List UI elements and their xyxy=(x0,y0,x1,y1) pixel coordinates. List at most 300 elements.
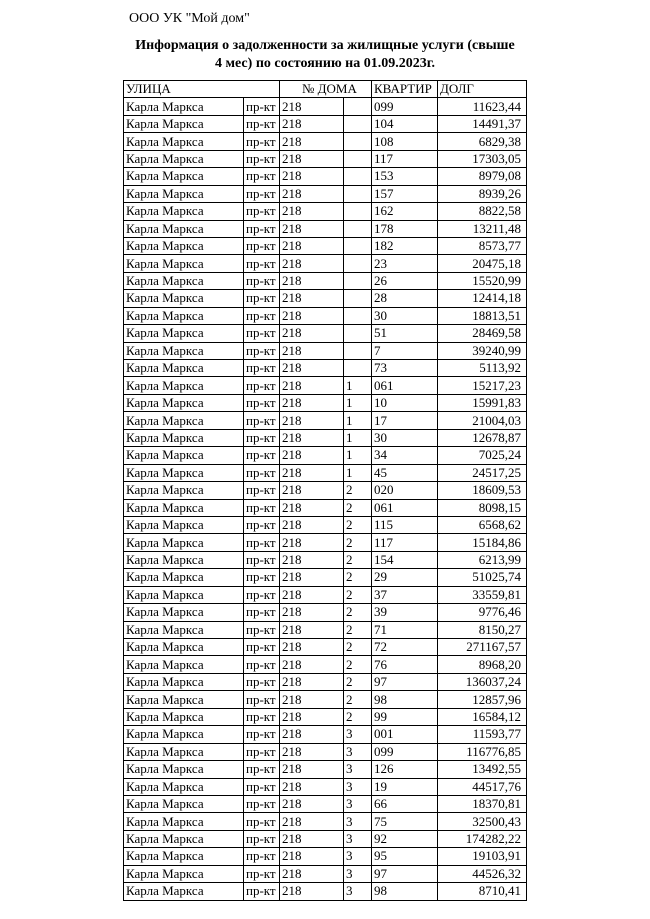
table-row xyxy=(124,115,527,132)
cell-flat: 99 xyxy=(372,708,438,725)
cell-house: 218 xyxy=(280,342,344,359)
table-row xyxy=(124,673,527,690)
cell-building: 2 xyxy=(344,516,372,533)
cell-flat: 182 xyxy=(372,237,438,254)
cell-building: 2 xyxy=(344,551,372,568)
cell-flat: 95 xyxy=(372,848,438,865)
cell-house: 218 xyxy=(280,464,344,481)
cell-street-type: пр-кт xyxy=(244,865,280,882)
cell-street-type: пр-кт xyxy=(244,534,280,551)
cell-debt: 7025,24 xyxy=(438,447,527,464)
cell-flat: 099 xyxy=(372,98,438,115)
cell-flat: 51 xyxy=(372,325,438,342)
cell-debt: 8150,27 xyxy=(438,621,527,638)
cell-street: Карла Маркса xyxy=(124,656,244,673)
table-row xyxy=(124,499,527,516)
cell-house: 218 xyxy=(280,185,344,202)
cell-flat: 73 xyxy=(372,360,438,377)
cell-street: Карла Маркса xyxy=(124,551,244,568)
cell-building: 2 xyxy=(344,708,372,725)
cell-flat: 19 xyxy=(372,778,438,795)
cell-flat: 154 xyxy=(372,551,438,568)
cell-street: Карла Маркса xyxy=(124,185,244,202)
cell-street: Карла Маркса xyxy=(124,272,244,289)
table-row xyxy=(124,133,527,150)
cell-flat: 099 xyxy=(372,743,438,760)
table-row xyxy=(124,237,527,254)
cell-building: 2 xyxy=(344,534,372,551)
cell-street: Карла Маркса xyxy=(124,795,244,812)
cell-house: 218 xyxy=(280,534,344,551)
cell-flat: 97 xyxy=(372,865,438,882)
cell-street-type: пр-кт xyxy=(244,360,280,377)
table-row xyxy=(124,447,527,464)
cell-street-type: пр-кт xyxy=(244,237,280,254)
cell-building: 3 xyxy=(344,726,372,743)
cell-building: 2 xyxy=(344,656,372,673)
cell-street-type: пр-кт xyxy=(244,708,280,725)
table-row xyxy=(124,394,527,411)
cell-house: 218 xyxy=(280,569,344,586)
cell-house: 218 xyxy=(280,656,344,673)
cell-flat: 153 xyxy=(372,168,438,185)
cell-flat: 45 xyxy=(372,464,438,481)
cell-debt: 19103,91 xyxy=(438,848,527,865)
cell-building: 2 xyxy=(344,673,372,690)
cell-flat: 162 xyxy=(372,203,438,220)
cell-street: Карла Маркса xyxy=(124,499,244,516)
cell-flat: 020 xyxy=(372,482,438,499)
cell-flat: 75 xyxy=(372,813,438,830)
cell-street-type: пр-кт xyxy=(244,185,280,202)
cell-street: Карла Маркса xyxy=(124,761,244,778)
cell-flat: 157 xyxy=(372,185,438,202)
cell-street: Карла Маркса xyxy=(124,708,244,725)
cell-street-type: пр-кт xyxy=(244,115,280,132)
cell-street-type: пр-кт xyxy=(244,569,280,586)
cell-house: 218 xyxy=(280,639,344,656)
cell-building: 1 xyxy=(344,447,372,464)
cell-flat: 17 xyxy=(372,412,438,429)
table-row xyxy=(124,761,527,778)
cell-street: Карла Маркса xyxy=(124,482,244,499)
cell-street: Карла Маркса xyxy=(124,604,244,621)
cell-debt: 8573,77 xyxy=(438,237,527,254)
cell-house: 218 xyxy=(280,307,344,324)
cell-debt: 44526,32 xyxy=(438,865,527,882)
cell-street: Карла Маркса xyxy=(124,778,244,795)
cell-street-type: пр-кт xyxy=(244,499,280,516)
cell-street: Карла Маркса xyxy=(124,691,244,708)
cell-house: 218 xyxy=(280,726,344,743)
cell-debt: 13211,48 xyxy=(438,220,527,237)
cell-house: 218 xyxy=(280,377,344,394)
cell-street-type: пр-кт xyxy=(244,429,280,446)
cell-house: 218 xyxy=(280,830,344,847)
header-house-label: № ДОМА xyxy=(302,81,357,97)
cell-flat: 72 xyxy=(372,639,438,656)
table-row xyxy=(124,150,527,167)
cell-street-type: пр-кт xyxy=(244,551,280,568)
cell-house: 218 xyxy=(280,168,344,185)
cell-building: 3 xyxy=(344,848,372,865)
table-row xyxy=(124,360,527,377)
table-row xyxy=(124,412,527,429)
table-row xyxy=(124,795,527,812)
cell-building xyxy=(344,307,372,324)
cell-building: 3 xyxy=(344,883,372,900)
table-row xyxy=(124,516,527,533)
cell-building xyxy=(344,290,372,307)
cell-debt: 39240,99 xyxy=(438,342,527,359)
cell-house: 218 xyxy=(280,813,344,830)
cell-flat: 7 xyxy=(372,342,438,359)
cell-building: 1 xyxy=(344,464,372,481)
cell-street: Карла Маркса xyxy=(124,203,244,220)
cell-house: 218 xyxy=(280,360,344,377)
cell-street-type: пр-кт xyxy=(244,604,280,621)
cell-debt: 6568,62 xyxy=(438,516,527,533)
cell-debt: 8939,26 xyxy=(438,185,527,202)
cell-house: 218 xyxy=(280,133,344,150)
cell-building xyxy=(344,255,372,272)
cell-debt: 16584,12 xyxy=(438,708,527,725)
cell-flat: 39 xyxy=(372,604,438,621)
table-row xyxy=(124,604,527,621)
cell-street: Карла Маркса xyxy=(124,883,244,900)
cell-debt: 5113,92 xyxy=(438,360,527,377)
cell-debt: 24517,25 xyxy=(438,464,527,481)
cell-house: 218 xyxy=(280,586,344,603)
cell-house: 218 xyxy=(280,272,344,289)
cell-street: Карла Маркса xyxy=(124,743,244,760)
cell-flat: 178 xyxy=(372,220,438,237)
table-row xyxy=(124,168,527,185)
table-row xyxy=(124,290,527,307)
cell-street-type: пр-кт xyxy=(244,673,280,690)
cell-building: 1 xyxy=(344,412,372,429)
cell-flat: 37 xyxy=(372,586,438,603)
cell-street-type: пр-кт xyxy=(244,325,280,342)
cell-street: Карла Маркса xyxy=(124,150,244,167)
cell-building xyxy=(344,342,372,359)
cell-building xyxy=(344,115,372,132)
cell-street: Карла Маркса xyxy=(124,360,244,377)
table-row xyxy=(124,848,527,865)
cell-street-type: пр-кт xyxy=(244,813,280,830)
cell-building: 2 xyxy=(344,691,372,708)
cell-house: 218 xyxy=(280,150,344,167)
cell-house: 218 xyxy=(280,865,344,882)
cell-house: 218 xyxy=(280,708,344,725)
cell-flat: 30 xyxy=(372,429,438,446)
cell-debt: 6213,99 xyxy=(438,551,527,568)
cell-house: 218 xyxy=(280,237,344,254)
cell-street-type: пр-кт xyxy=(244,795,280,812)
title-line-1: Информация о задолженности за жилищные услуги (свыше xyxy=(135,38,515,53)
cell-debt: 12857,96 xyxy=(438,691,527,708)
cell-street-type: пр-кт xyxy=(244,726,280,743)
cell-building: 3 xyxy=(344,865,372,882)
cell-house: 218 xyxy=(280,98,344,115)
cell-debt: 15991,83 xyxy=(438,394,527,411)
cell-debt: 8098,15 xyxy=(438,499,527,516)
table-row xyxy=(124,569,527,586)
cell-building: 3 xyxy=(344,743,372,760)
cell-debt: 8710,41 xyxy=(438,883,527,900)
cell-debt: 8979,08 xyxy=(438,168,527,185)
cell-building xyxy=(344,98,372,115)
cell-street-type: пр-кт xyxy=(244,656,280,673)
cell-street-type: пр-кт xyxy=(244,621,280,638)
cell-debt: 51025,74 xyxy=(438,569,527,586)
cell-flat: 30 xyxy=(372,307,438,324)
cell-building: 2 xyxy=(344,586,372,603)
cell-debt: 18609,53 xyxy=(438,482,527,499)
cell-flat: 28 xyxy=(372,290,438,307)
cell-building xyxy=(344,168,372,185)
table-row xyxy=(124,691,527,708)
cell-debt: 15184,86 xyxy=(438,534,527,551)
cell-building xyxy=(344,133,372,150)
table-row xyxy=(124,883,527,900)
table-row xyxy=(124,342,527,359)
cell-street: Карла Маркса xyxy=(124,220,244,237)
cell-street: Карла Маркса xyxy=(124,516,244,533)
cell-street-type: пр-кт xyxy=(244,168,280,185)
cell-house: 218 xyxy=(280,551,344,568)
cell-street-type: пр-кт xyxy=(244,307,280,324)
cell-street-type: пр-кт xyxy=(244,691,280,708)
cell-street: Карла Маркса xyxy=(124,429,244,446)
cell-flat: 98 xyxy=(372,691,438,708)
cell-house: 218 xyxy=(280,673,344,690)
cell-street: Карла Маркса xyxy=(124,813,244,830)
cell-debt: 12414,18 xyxy=(438,290,527,307)
table-row xyxy=(124,743,527,760)
cell-street-type: пр-кт xyxy=(244,133,280,150)
cell-house: 218 xyxy=(280,795,344,812)
table-row xyxy=(124,830,527,847)
cell-building: 2 xyxy=(344,482,372,499)
cell-street: Карла Маркса xyxy=(124,325,244,342)
cell-street: Карла Маркса xyxy=(124,586,244,603)
cell-debt: 44517,76 xyxy=(438,778,527,795)
cell-debt: 18813,51 xyxy=(438,307,527,324)
cell-street-type: пр-кт xyxy=(244,98,280,115)
cell-house: 218 xyxy=(280,447,344,464)
debt-table xyxy=(123,80,527,901)
header-house xyxy=(280,81,372,98)
cell-house: 218 xyxy=(280,499,344,516)
document-title xyxy=(110,37,540,73)
cell-street-type: пр-кт xyxy=(244,342,280,359)
cell-debt: 28469,58 xyxy=(438,325,527,342)
cell-house: 218 xyxy=(280,516,344,533)
cell-flat: 97 xyxy=(372,673,438,690)
cell-building xyxy=(344,220,372,237)
cell-house: 218 xyxy=(280,743,344,760)
cell-street: Карла Маркса xyxy=(124,673,244,690)
cell-house: 218 xyxy=(280,203,344,220)
cell-street-type: пр-кт xyxy=(244,272,280,289)
cell-flat: 104 xyxy=(372,115,438,132)
table-header-row xyxy=(124,81,527,98)
cell-debt: 8822,58 xyxy=(438,203,527,220)
cell-debt: 21004,03 xyxy=(438,412,527,429)
cell-street-type: пр-кт xyxy=(244,848,280,865)
table-row xyxy=(124,255,527,272)
cell-debt: 33559,81 xyxy=(438,586,527,603)
cell-flat: 061 xyxy=(372,499,438,516)
table-row xyxy=(124,778,527,795)
cell-street: Карла Маркса xyxy=(124,569,244,586)
table-row xyxy=(124,708,527,725)
cell-flat: 117 xyxy=(372,534,438,551)
cell-street: Карла Маркса xyxy=(124,726,244,743)
cell-building xyxy=(344,325,372,342)
cell-debt: 32500,43 xyxy=(438,813,527,830)
cell-street-type: пр-кт xyxy=(244,778,280,795)
cell-street-type: пр-кт xyxy=(244,203,280,220)
cell-building: 3 xyxy=(344,778,372,795)
table-row xyxy=(124,429,527,446)
cell-debt: 116776,85 xyxy=(438,743,527,760)
cell-house: 218 xyxy=(280,482,344,499)
cell-house: 218 xyxy=(280,761,344,778)
table-row xyxy=(124,865,527,882)
cell-street: Карла Маркса xyxy=(124,290,244,307)
header-street: УЛИЦА xyxy=(124,81,244,98)
cell-flat: 29 xyxy=(372,569,438,586)
table-row xyxy=(124,220,527,237)
cell-street-type: пр-кт xyxy=(244,220,280,237)
table-row xyxy=(124,325,527,342)
table-row xyxy=(124,551,527,568)
cell-street-type: пр-кт xyxy=(244,412,280,429)
cell-debt: 11623,44 xyxy=(438,98,527,115)
cell-flat: 001 xyxy=(372,726,438,743)
cell-street: Карла Маркса xyxy=(124,255,244,272)
cell-flat: 92 xyxy=(372,830,438,847)
cell-flat: 061 xyxy=(372,377,438,394)
cell-house: 218 xyxy=(280,429,344,446)
cell-street: Карла Маркса xyxy=(124,307,244,324)
table-row xyxy=(124,203,527,220)
cell-building xyxy=(344,237,372,254)
cell-building: 2 xyxy=(344,621,372,638)
cell-house: 218 xyxy=(280,325,344,342)
cell-building: 3 xyxy=(344,813,372,830)
cell-debt: 8968,20 xyxy=(438,656,527,673)
cell-street-type: пр-кт xyxy=(244,639,280,656)
cell-street: Карла Маркса xyxy=(124,848,244,865)
table-row xyxy=(124,272,527,289)
cell-debt: 12678,87 xyxy=(438,429,527,446)
cell-flat: 26 xyxy=(372,272,438,289)
cell-building: 3 xyxy=(344,795,372,812)
cell-flat: 117 xyxy=(372,150,438,167)
cell-flat: 126 xyxy=(372,761,438,778)
cell-street-type: пр-кт xyxy=(244,447,280,464)
cell-debt: 17303,05 xyxy=(438,150,527,167)
cell-debt: 18370,81 xyxy=(438,795,527,812)
cell-street-type: пр-кт xyxy=(244,255,280,272)
cell-house: 218 xyxy=(280,778,344,795)
cell-street: Карла Маркса xyxy=(124,621,244,638)
table-row xyxy=(124,726,527,743)
cell-flat: 108 xyxy=(372,133,438,150)
cell-building: 1 xyxy=(344,377,372,394)
cell-building xyxy=(344,203,372,220)
cell-house: 218 xyxy=(280,604,344,621)
table-row xyxy=(124,482,527,499)
cell-debt: 15217,23 xyxy=(438,377,527,394)
cell-street: Карла Маркса xyxy=(124,464,244,481)
cell-building: 3 xyxy=(344,830,372,847)
cell-building: 2 xyxy=(344,569,372,586)
cell-building xyxy=(344,360,372,377)
cell-flat: 115 xyxy=(372,516,438,533)
header-flat: КВАРТИР xyxy=(372,81,438,98)
cell-house: 218 xyxy=(280,115,344,132)
cell-debt: 6829,38 xyxy=(438,133,527,150)
cell-house: 218 xyxy=(280,883,344,900)
table-row xyxy=(124,656,527,673)
cell-house: 218 xyxy=(280,691,344,708)
cell-flat: 98 xyxy=(372,883,438,900)
cell-street-type: пр-кт xyxy=(244,482,280,499)
cell-debt: 14491,37 xyxy=(438,115,527,132)
cell-street-type: пр-кт xyxy=(244,883,280,900)
cell-street-type: пр-кт xyxy=(244,743,280,760)
cell-debt: 20475,18 xyxy=(438,255,527,272)
organization-name: ООО УК "Мой дом" xyxy=(129,11,250,26)
cell-street-type: пр-кт xyxy=(244,830,280,847)
table-row xyxy=(124,639,527,656)
cell-street: Карла Маркса xyxy=(124,447,244,464)
cell-street: Карла Маркса xyxy=(124,133,244,150)
cell-street: Карла Маркса xyxy=(124,394,244,411)
cell-street-type: пр-кт xyxy=(244,394,280,411)
title-line-2: 4 мес) по состоянию на 01.09.2023г. xyxy=(215,56,435,71)
header-street-type xyxy=(244,81,280,98)
cell-flat: 66 xyxy=(372,795,438,812)
cell-street-type: пр-кт xyxy=(244,586,280,603)
cell-building: 3 xyxy=(344,761,372,778)
cell-street-type: пр-кт xyxy=(244,516,280,533)
cell-street: Карла Маркса xyxy=(124,237,244,254)
cell-street: Карла Маркса xyxy=(124,865,244,882)
cell-flat: 23 xyxy=(372,255,438,272)
cell-street: Карла Маркса xyxy=(124,830,244,847)
cell-street-type: пр-кт xyxy=(244,377,280,394)
cell-debt: 136037,24 xyxy=(438,673,527,690)
cell-building: 1 xyxy=(344,429,372,446)
cell-street: Карла Маркса xyxy=(124,168,244,185)
cell-street: Карла Маркса xyxy=(124,115,244,132)
cell-house: 218 xyxy=(280,255,344,272)
cell-building: 2 xyxy=(344,639,372,656)
cell-street-type: пр-кт xyxy=(244,150,280,167)
cell-debt: 9776,46 xyxy=(438,604,527,621)
table-row xyxy=(124,534,527,551)
cell-flat: 10 xyxy=(372,394,438,411)
table-row xyxy=(124,813,527,830)
cell-debt: 13492,55 xyxy=(438,761,527,778)
cell-street: Карла Маркса xyxy=(124,534,244,551)
cell-house: 218 xyxy=(280,290,344,307)
